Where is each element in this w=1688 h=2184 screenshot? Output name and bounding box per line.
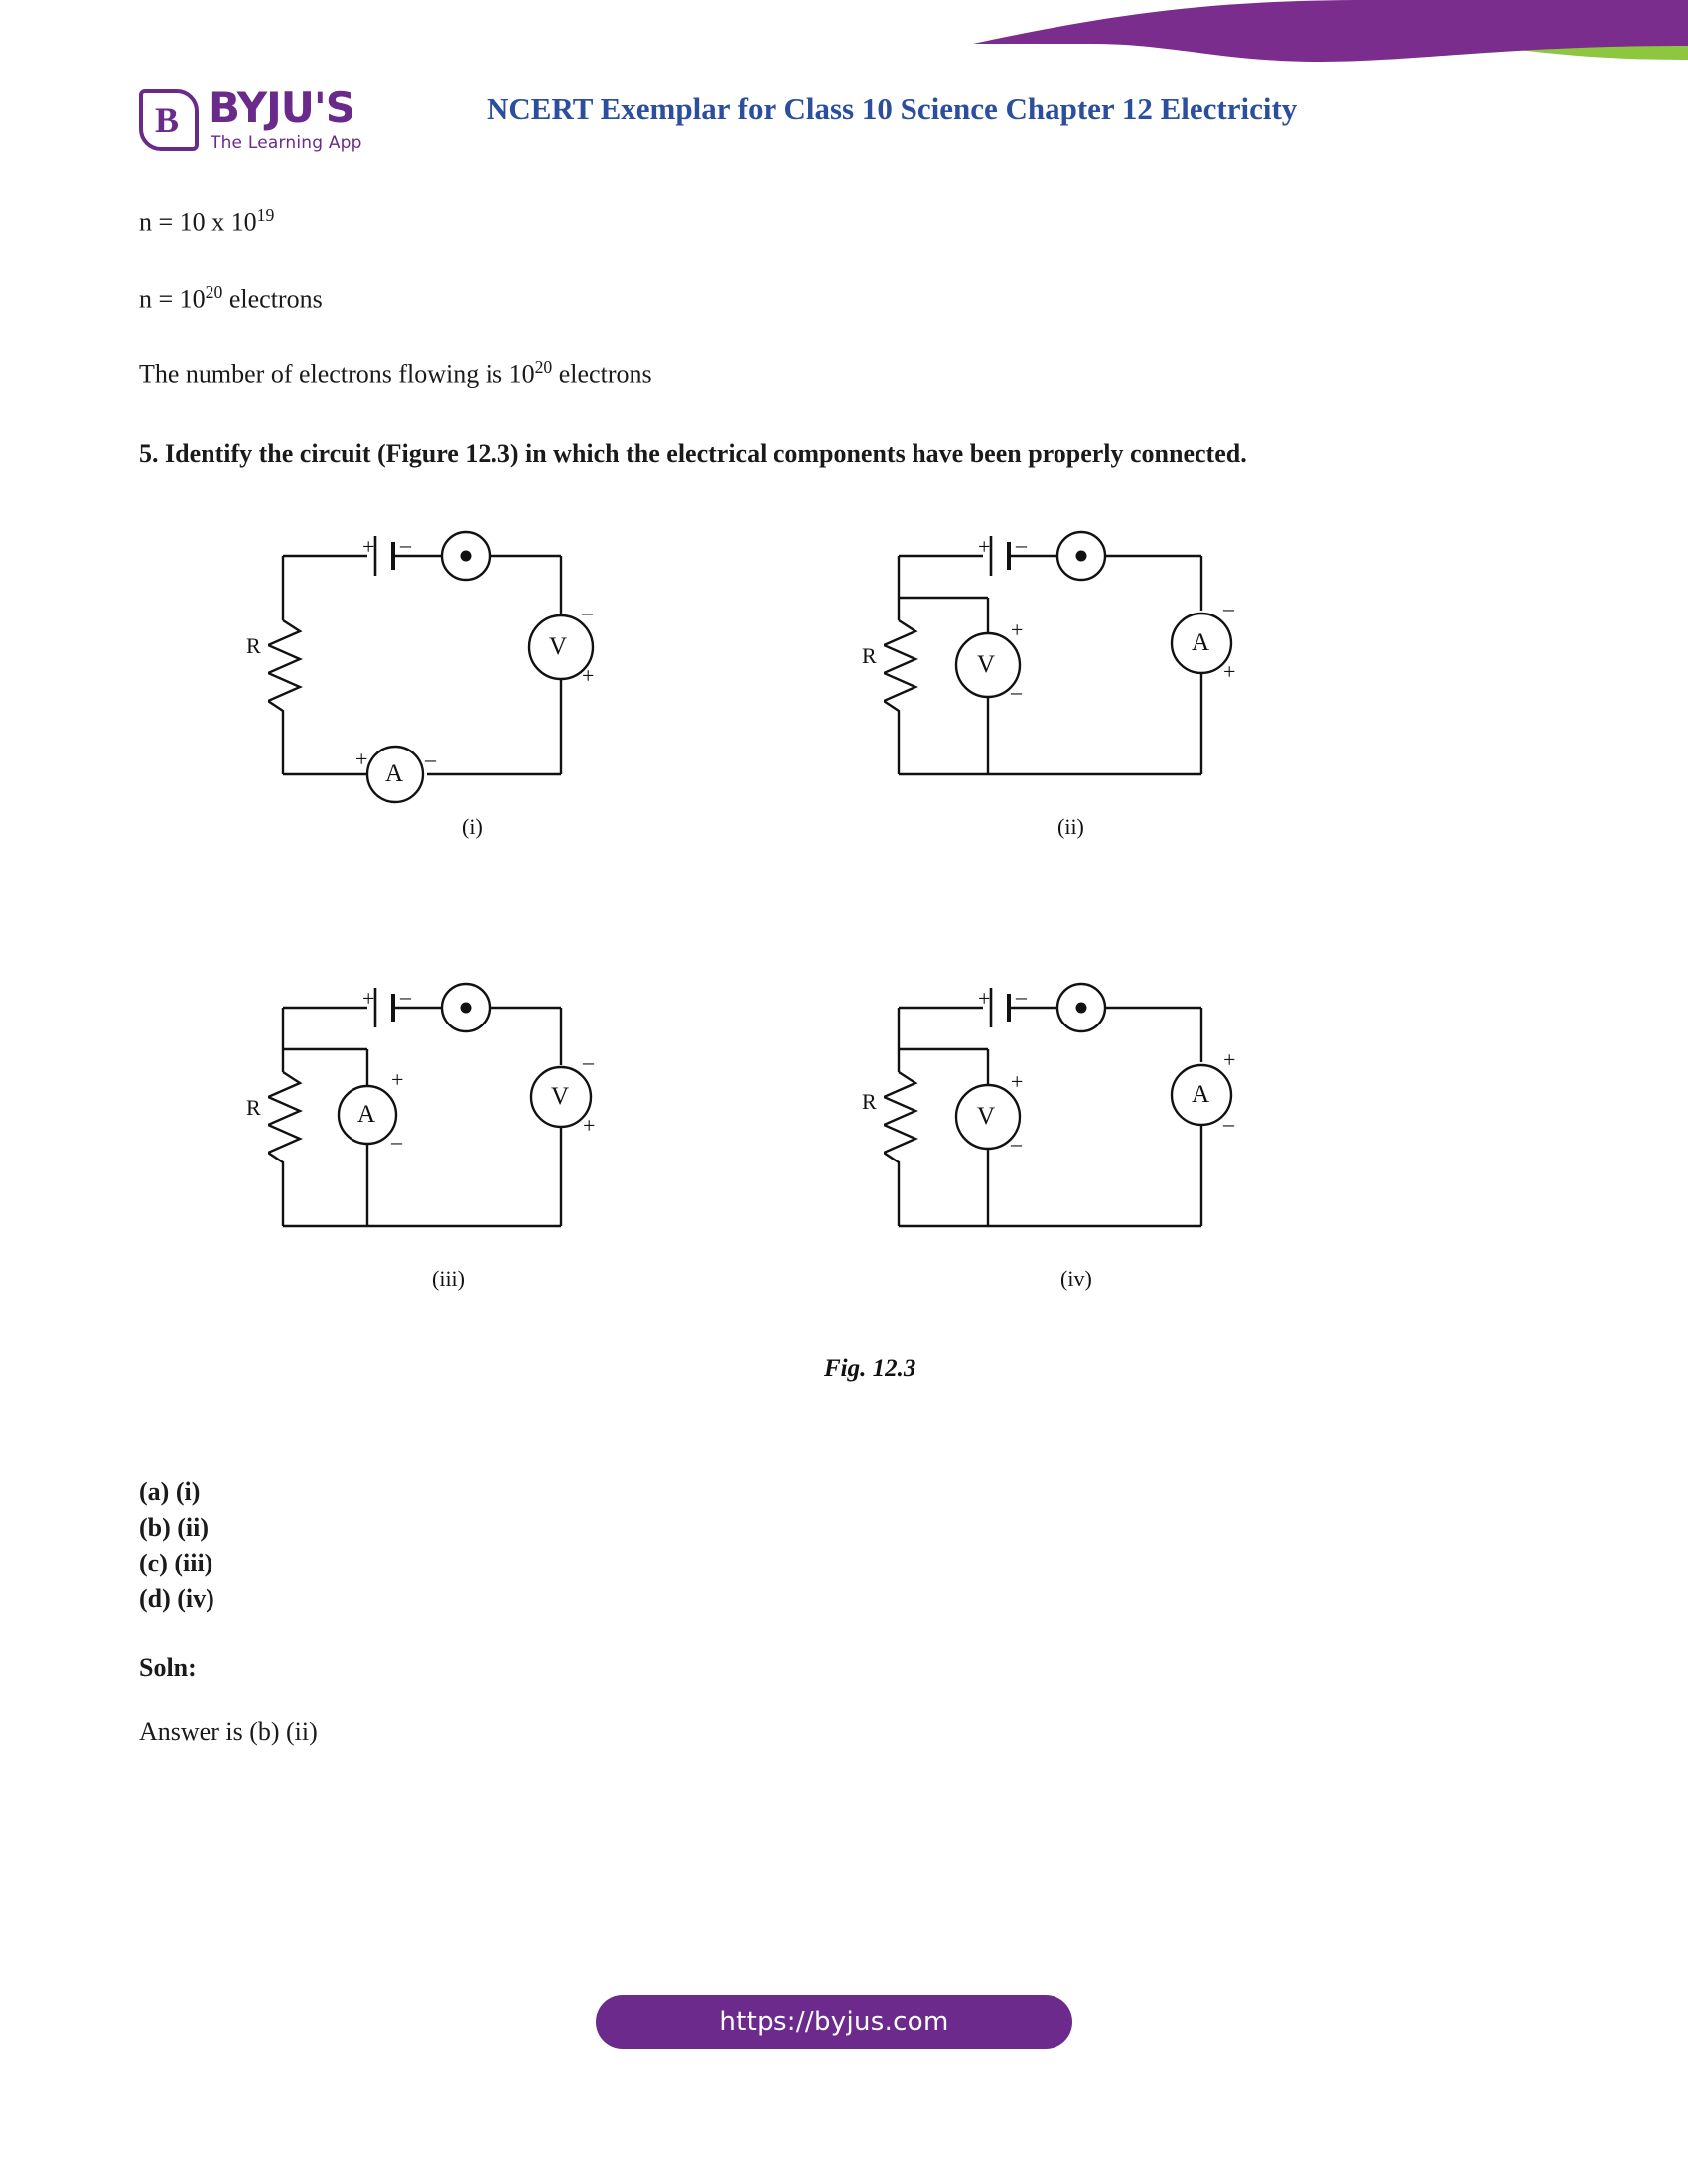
circuit-diagram-iii — [246, 978, 695, 1305]
circuit-iv-resistor-label: R — [862, 1089, 877, 1114]
logo-tagline: The Learning App — [211, 133, 362, 153]
circuit-iv-ammeter-minus: – — [1223, 1111, 1234, 1136]
logo-wordmark: BYJU'S — [209, 83, 354, 132]
circuit-ii-voltmeter-label: V — [977, 651, 996, 678]
circuit-iii-caption: (iii) — [432, 1266, 465, 1291]
circuit-iii-resistor-label: R — [246, 1095, 261, 1120]
circuit-ii-ammeter-label: A — [1192, 629, 1210, 656]
circuit-i-resistor-label: R — [246, 633, 261, 658]
circuit-i-voltmeter-label: V — [549, 633, 568, 660]
circuit-ii-voltmeter-plus: + — [1011, 617, 1024, 642]
footer-url-pill[interactable] — [596, 1995, 1072, 2049]
circuit-diagram-iv — [862, 978, 1311, 1305]
circuit-iii-ammeter-minus: – — [391, 1129, 402, 1154]
logo-mark-icon — [139, 89, 199, 151]
circuit-diagram-i — [246, 526, 695, 854]
circuit-iii-battery-plus: + — [362, 986, 375, 1011]
circuit-ii-voltmeter-minus: – — [1011, 679, 1022, 704]
logo-letter: B — [155, 100, 180, 140]
solution-answer: Answer is (b) (ii) — [139, 1717, 318, 1746]
circuit-i-voltmeter-plus: + — [582, 663, 595, 688]
option-b[interactable]: (b) (ii) — [139, 1513, 210, 1542]
circuit-i-voltmeter-minus: – — [582, 600, 593, 624]
circuit-iv-caption: (iv) — [1060, 1266, 1092, 1291]
conclusion-suffix: electrons — [552, 359, 652, 389]
circuit-iii-voltmeter-label: V — [551, 1083, 570, 1110]
option-d[interactable]: (d) (iv) — [139, 1584, 214, 1613]
circuit-ii-ammeter-minus: – — [1223, 596, 1234, 620]
circuit-iii-voltmeter-plus: + — [583, 1113, 596, 1138]
circuit-iv-battery-minus: – — [1016, 984, 1027, 1009]
circuit-iv-ammeter-label: A — [1192, 1081, 1210, 1108]
circuit-i-battery-minus: – — [400, 532, 411, 557]
equation-line-2-text: n = 10 — [139, 284, 206, 314]
circuit-ii-resistor-label: R — [862, 643, 877, 668]
circuit-iv-ammeter-plus: + — [1223, 1047, 1236, 1072]
option-c[interactable]: (c) (iii) — [139, 1549, 213, 1577]
circuit-iii-battery-minus: – — [400, 984, 411, 1009]
conclusion-line — [139, 350, 1549, 392]
equation-line-1-text: n = 10 x 10 — [139, 207, 257, 237]
circuit-iv-voltmeter-label: V — [977, 1103, 996, 1130]
option-a[interactable]: (a) (i) — [139, 1477, 201, 1506]
circuit-iii-ammeter-plus: + — [391, 1067, 404, 1092]
footer-url-text: https://byjus.com — [719, 2007, 949, 2037]
circuit-ii-battery-minus: – — [1016, 532, 1027, 557]
circuit-iii-ammeter-label: A — [357, 1101, 376, 1128]
conclusion-exponent: 20 — [534, 357, 553, 378]
circuit-i-ammeter-minus: – — [425, 747, 436, 771]
page-header — [139, 77, 1549, 167]
circuit-i-ammeter-label: A — [385, 760, 404, 787]
circuit-ii-battery-plus: + — [978, 534, 991, 559]
equation-line-2-suffix: electrons — [222, 284, 323, 314]
circuit-iv-battery-plus: + — [978, 986, 991, 1011]
conclusion-prefix: The number of electrons flowing is 10 — [139, 359, 535, 389]
byjus-logo — [139, 83, 437, 163]
equation-line-2-exponent: 20 — [205, 281, 223, 302]
equation-line-1 — [139, 199, 1549, 240]
page-title: NCERT Exemplar for Class 10 Science Chapter 12 Electricity — [487, 91, 1298, 126]
equation-line-2 — [139, 275, 1549, 317]
figure-caption: Fig. 12.3 — [824, 1355, 916, 1382]
circuit-ii-caption: (ii) — [1057, 814, 1084, 839]
circuit-i-caption: (i) — [462, 814, 483, 839]
header-decoration — [0, 0, 1688, 69]
circuit-i-ammeter-plus: + — [355, 747, 368, 771]
circuit-i-battery-plus: + — [362, 534, 375, 559]
equation-line-1-exponent: 19 — [256, 205, 275, 225]
figure-12-3 — [139, 526, 1549, 1400]
circuit-iv-voltmeter-plus: + — [1011, 1069, 1024, 1094]
circuit-ii-ammeter-plus: + — [1223, 659, 1236, 684]
question-text: 5. Identify the circuit (Figure 12.3) in which the electrical components have been properly connected. — [139, 438, 1247, 468]
circuit-iii-voltmeter-minus: – — [583, 1049, 594, 1074]
answer-options — [139, 1474, 214, 1617]
document-body — [139, 199, 1549, 472]
solution-label: Soln: — [139, 1653, 197, 1682]
circuit-iv-voltmeter-minus: – — [1011, 1131, 1022, 1156]
circuit-diagram-ii — [862, 526, 1311, 854]
